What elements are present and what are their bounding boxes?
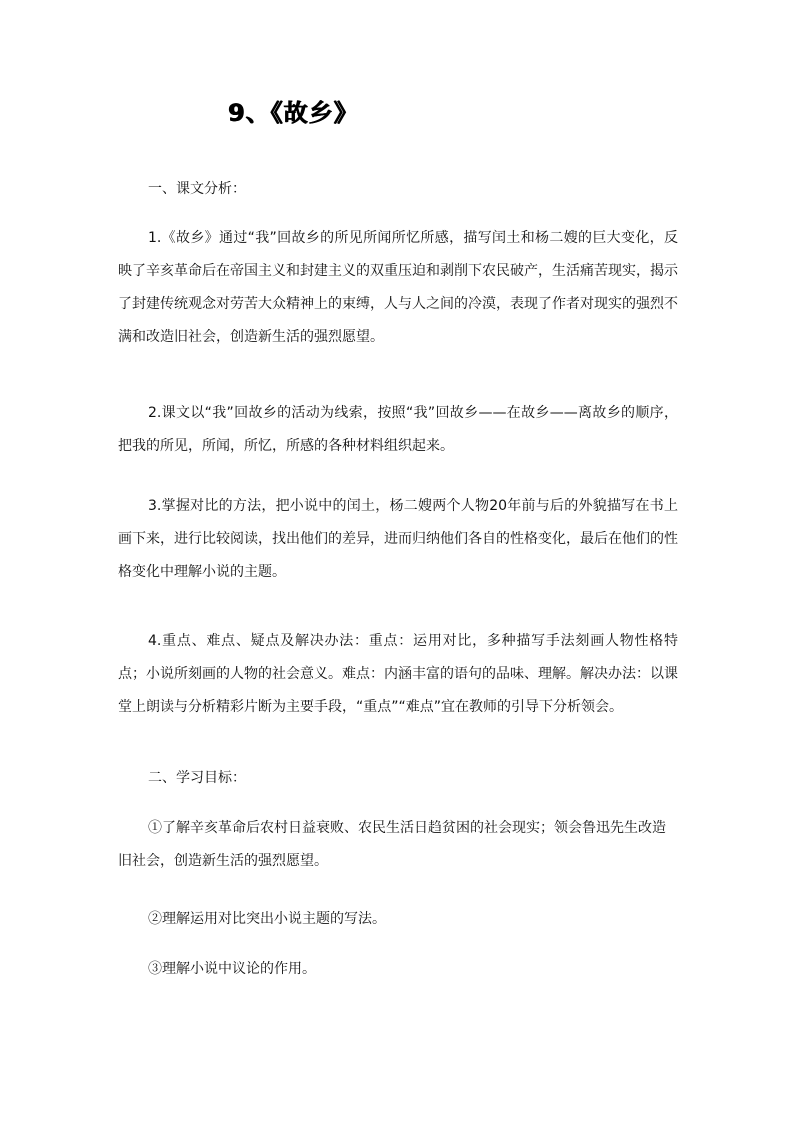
section-heading-goals: 二、学习目标：	[148, 770, 246, 786]
analysis-paragraph-4: 4.重点、难点、疑点及解决办法：重点：运用对比，多种描写手法刻画人物性格特点；小说所刻画的人物的社会意义。难点：内涵丰富的语句的品味、理解。解决办法：以课堂上朗读与分析精彩片断为主要手段，“重点”“难点”宜在教师的引导下分析领会。	[118, 633, 678, 715]
goal-item-2: ②理解运用对比突出小说主题的写法。	[148, 911, 386, 927]
analysis-paragraph-3: 3.掌握对比的方法，把小说中的闰土，杨二嫂两个人物20年前与后的外貌描写在书上画下来，进行比较阅读，找出他们的差异，进而归纳他们各自的性格变化，最后在他们的性格变化中理解小说的主题。	[118, 498, 678, 580]
section-heading-analysis: 一、课文分析：	[148, 181, 246, 197]
analysis-paragraph-1: 1.《故乡》通过“我”回故乡的所见所闻所忆所感，描写闰土和杨二嫂的巨大变化，反映了辛亥革命后在帝国主义和封建主义的双重压迫和剥削下农民破产，生活痛苦现实，揭示了封建传统观念对劳苦大众精神上的束缚，人与人之间的冷漠，表现了作者对现实的强烈不满和改造旧社会，创造新生活的强烈愿望。	[118, 230, 678, 345]
page-title: 9、《故乡》	[228, 99, 359, 127]
goal-item-3: ③理解小说中议论的作用。	[148, 961, 316, 977]
goal-item-1: ①了解辛亥革命后农村日益衰败、农民生活日趋贫困的社会现实；领会鲁迅先生改造旧社会，创造新生活的强烈愿望。	[118, 820, 666, 869]
analysis-paragraph-2: 2.课文以“我”回故乡的活动为线索，按照“我”回故乡——在故乡——离故乡的顺序，把我的所见，所闻，所忆，所感的各种材料组织起来。	[118, 405, 678, 454]
